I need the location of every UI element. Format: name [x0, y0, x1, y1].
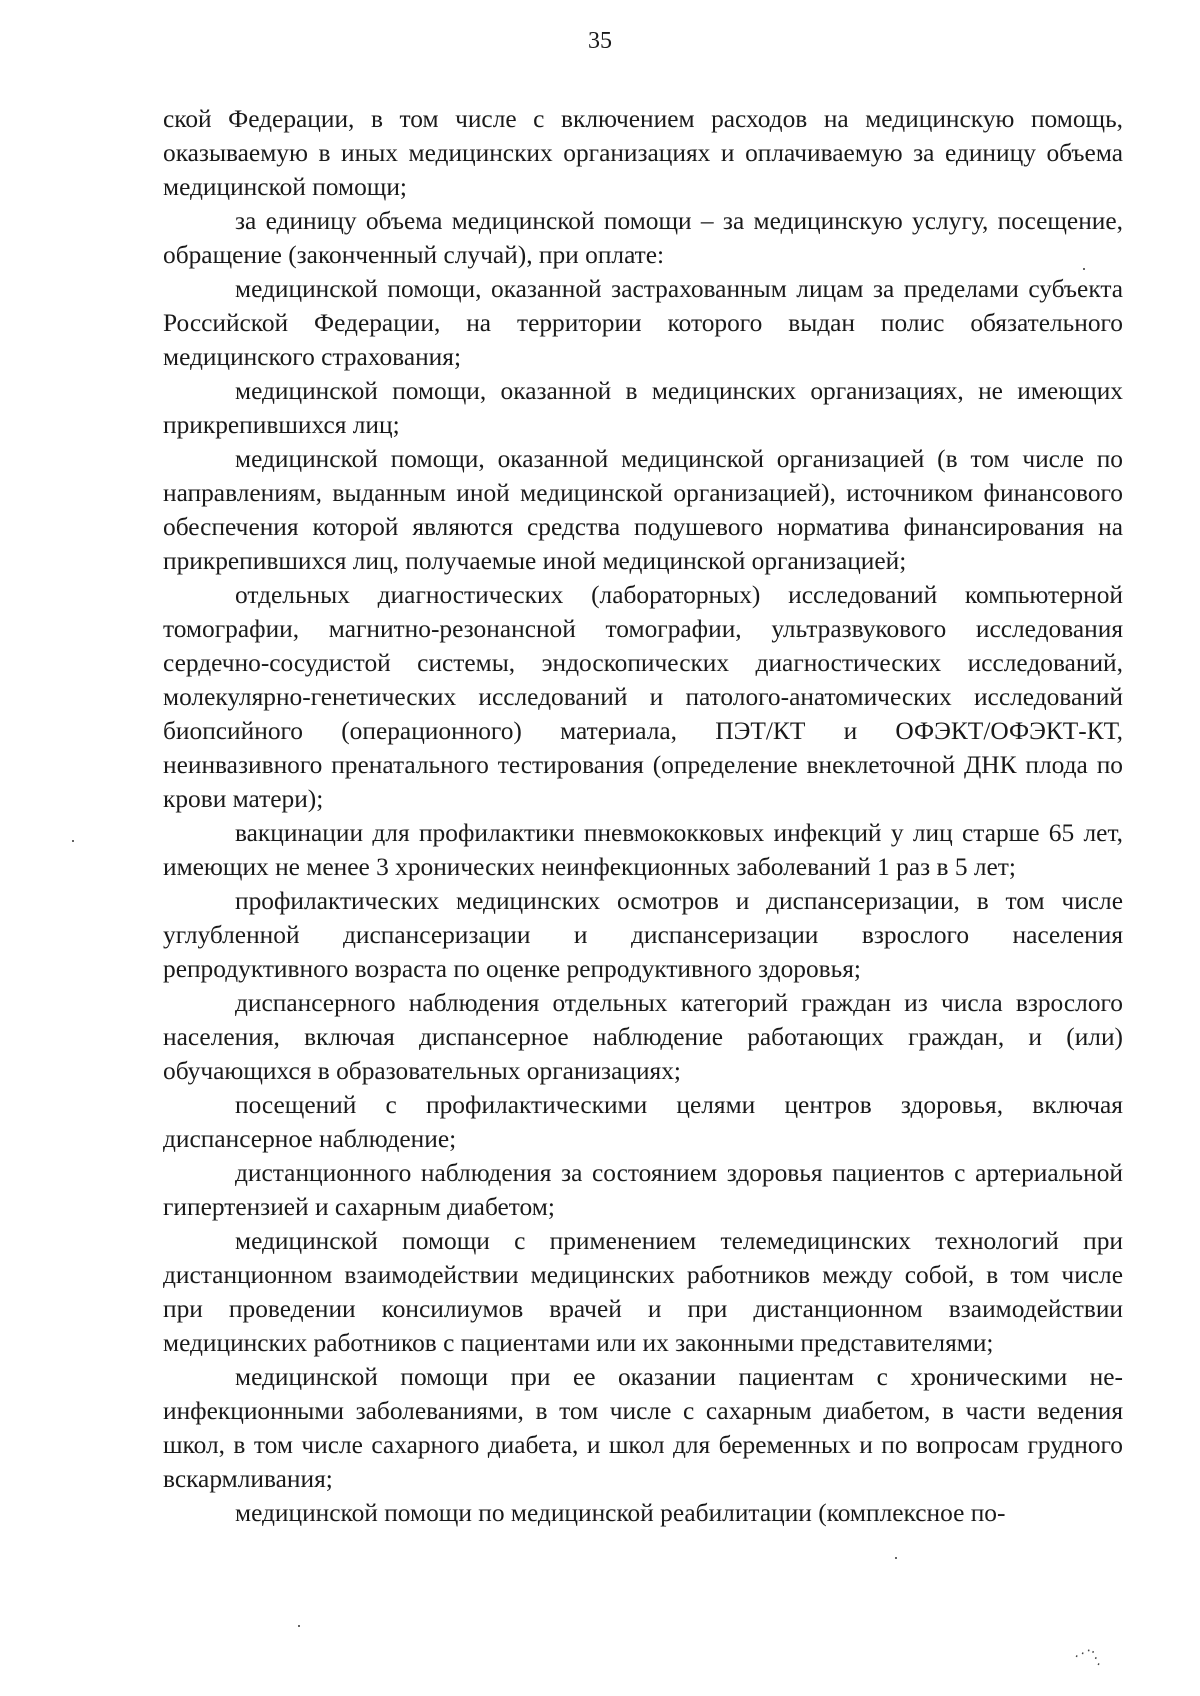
- paragraph: медицинской помощи с применением телемедицинских технологий при дистанционном взаимодействии медицинских работников между собой, в том числе при проведении консилиумов врачей и при дистанционном взаимодействии медицинских работников с пациентами или их законными представителями;: [163, 1227, 1123, 1357]
- scan-mark-icon: ⋰⋱: [1073, 1644, 1105, 1669]
- paragraph: медицинской помощи, оказанной застрахованным лицам за пределами субъекта Российской Федерации, на территории которого выдан полис обязательного медицинского страхования;: [163, 275, 1123, 371]
- paragraph: дистанционного наблюдения за состоянием здоровья пациентов с артериальной гипертензией и сахарным диабетом;: [163, 1159, 1123, 1221]
- paragraph: ской Федерации, в том числе с включением расходов на медицинскую помощь, оказываемую в иных медицинских организациях и оплачиваемую за единицу объема медицинской помощи;: [163, 105, 1123, 201]
- paragraph: посещений с профилактическими целями центров здоровья, включая диспансерное наблюдение;: [163, 1091, 1123, 1153]
- paragraph: отдельных диагностических (лабораторных) исследований компьютерной томографии, магнитно-резонансной томографии, ультразвукового исследования сердечно-сосудистой системы, эндоскопических диагностических исследований, молекулярно-генетических исследований и патолого-анатомических исследований биопсийного (операционного) материала, ПЭТ/КТ и ОФЭКТ/ОФЭКТ-КТ, неинвазивного пренатального тестирования (определение внеклеточной ДНК плода по крови матери);: [163, 581, 1123, 813]
- paragraph: диспансерного наблюдения отдельных категорий граждан из числа взрослого населения, включая диспансерное наблюдение работающих граждан, и (или) обучающихся в образовательных организациях;: [163, 989, 1123, 1085]
- scan-speck: [298, 1625, 300, 1627]
- scan-speck: [1083, 268, 1085, 270]
- scan-speck: [895, 1557, 897, 1559]
- paragraph: медицинской помощи по медицинской реабилитации (комплексное по-: [235, 1499, 1006, 1527]
- paragraph: медицинской помощи, оказанной медицинской организацией (в том числе по направлениям, выданным иной медицинской организацией), источником финансового обеспечения которой являются средства подушевого норматива финансирования на прикрепившихся лиц, получаемые иной медицинской организацией;: [163, 445, 1123, 575]
- paragraph: профилактических медицинских осмотров и диспансеризации, в том числе углубленной диспансеризации и диспансеризации взрослого населения репродуктивного возраста по оценке репродуктивного здоровья;: [163, 887, 1123, 983]
- paragraph: медицинской помощи, оказанной в медицинских организациях, не имеющих прикрепившихся лиц;: [163, 377, 1123, 439]
- body-text: [163, 102, 1123, 1530]
- paragraph: вакцинации для профилактики пневмококковых инфекций у лиц старше 65 лет, имеющих не менее 3 хронических неинфекционных заболеваний 1 раз в 5 лет;: [163, 819, 1123, 881]
- scan-speck: [72, 840, 74, 842]
- paragraph: за единицу объема медицинской помощи – за медицинскую услугу, посещение, обращение (законченный случай), при оплате:: [163, 207, 1123, 269]
- page-number: 35: [588, 28, 612, 54]
- paragraph: медицинской помощи при ее оказании пациентам с хроническими неинфекционными заболеваниями, в том числе с сахарным диабетом, в части ведения школ, в том числе сахарного диабета, и школ для беременных и по вопросам грудного вскармливания;: [163, 1363, 1123, 1493]
